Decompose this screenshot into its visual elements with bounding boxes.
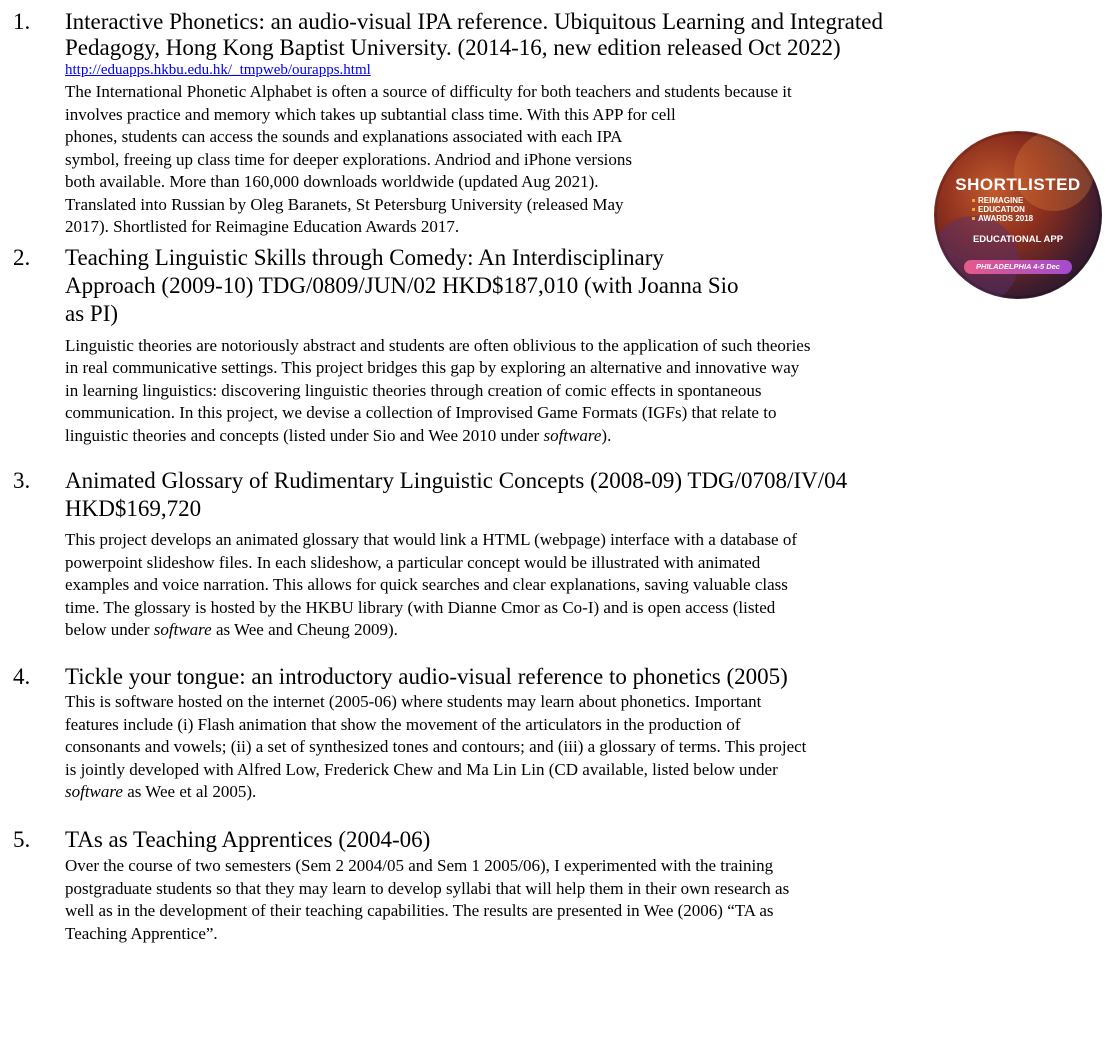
item-body-line: time. The glossary is hosted by the HKBU library (with Dianne Cmor as Co-I) and is open access (listed	[65, 598, 776, 617]
item-body-line: This is software hosted on the internet (2005-06) where students may learn about phonetics. Important	[65, 692, 762, 711]
badge-location: PHILADELPHIA 4-5 Dec	[964, 260, 1072, 274]
item-number: 3.	[13, 468, 31, 493]
item-number: 1.	[13, 9, 31, 34]
item-body-line: The International Phonetic Alphabet is often a source of difficulty for both teachers and students because it	[65, 82, 792, 101]
item-number: 4.	[13, 664, 31, 689]
badge-accent-dot	[972, 208, 975, 211]
item-body-line: postgraduate students so that they may learn to develop syllabi that will help them in their own research as	[65, 879, 790, 898]
item-body-line: in learning linguistics: discovering linguistic theories through creation of comic effects in spontaneous	[65, 381, 762, 400]
item-body-line: involves practice and memory which takes up subtantial class time. With this APP for cell	[65, 105, 676, 124]
body-text: linguistic theories and concepts (listed under Sio and Wee 2010 under	[65, 426, 544, 445]
item-body-line: both available. More than 160,000 downloads worldwide (updated Aug 2021).	[65, 172, 599, 191]
body-text: below under	[65, 620, 154, 639]
item-body-line: phones, students can access the sounds and explanations associated with each IPA	[65, 127, 623, 146]
item-body-line: Teaching Apprentice”.	[65, 924, 218, 943]
item-body-line: communication. In this project, we devise a collection of Improvised Game Formats (IGFs) that relate to	[65, 403, 777, 422]
item-body-line	[65, 425, 611, 447]
badge-category: EDUCATIONAL APP	[972, 234, 1064, 245]
item-body-line: Linguistic theories are notoriously abstract and students are often oblivious to the application of such theories	[65, 336, 811, 355]
item-title: as PI)	[65, 301, 119, 326]
item-title: Pedagogy, Hong Kong Baptist University. (2014-16, new edition released Oct 2022)	[65, 35, 841, 60]
body-text: as Wee et al 2005).	[122, 782, 257, 801]
item-body-line: 2017). Shortlisted for Reimagine Education Awards 2017.	[65, 217, 460, 236]
item-title: TAs as Teaching Apprentices (2004-06)	[65, 827, 431, 852]
item-body-line: consonants and vowels; (ii) a set of synthesized tones and contours; and (iii) a glossary of terms. This project	[65, 737, 807, 756]
body-emphasis: software	[153, 620, 212, 639]
badge-subtitle-line: AWARDS 2018	[978, 214, 1034, 223]
item-body-line: well as in the development of their teaching capabilities. The results are presented in Wee (2006) “TA as	[65, 901, 774, 920]
item-title: Teaching Linguistic Skills through Comedy: An Interdisciplinary	[65, 245, 664, 270]
item-body-line: examples and voice narration. This allows for quick searches and clear explanations, saving valuable class	[65, 575, 788, 594]
item-body-line: symbol, freeing up class time for deeper explorations. Andriod and iPhone versions	[65, 150, 633, 169]
body-text: ).	[601, 426, 612, 445]
item-title: Approach (2009-10) TDG/0809/JUN/02 HKD$187,010 (with Joanna Sio	[65, 273, 739, 298]
item-body-line	[65, 619, 398, 641]
badge-accent-dot	[972, 199, 975, 202]
item-title: Animated Glossary of Rudimentary Linguistic Concepts (2008-09) TDG/0708/IV/04	[65, 468, 848, 493]
badge-accent-dot	[972, 217, 975, 220]
item-body-line	[65, 781, 256, 803]
badge-subtitle-line: EDUCATION	[978, 205, 1025, 214]
body-emphasis: software	[65, 782, 123, 801]
item-title: Interactive Phonetics: an audio-visual IPA reference. Ubiquitous Learning and Integrated	[65, 9, 883, 34]
item-title: Tickle your tongue: an introductory audio-visual reference to phonetics (2005)	[65, 664, 788, 689]
badge-headline: SHORTLISTED	[955, 175, 1081, 194]
item-body-line: Translated into Russian by Oleg Baranets, St Petersburg University (released May	[65, 195, 624, 214]
badge-subtitle	[978, 196, 1078, 223]
body-emphasis: software	[543, 426, 602, 445]
item-body-line: is jointly developed with Alfred Low, Frederick Chew and Ma Lin Lin (CD available, listed below under	[65, 760, 778, 779]
item-body-line: powerpoint slideshow files. In each slideshow, a particular concept would be illustrated with animated	[65, 553, 761, 572]
item-body-line: This project develops an animated glossary that would link a HTML (webpage) interface with a database of	[65, 530, 798, 549]
app-link[interactable]: http://eduapps.hkbu.edu.hk/_tmpweb/ourapps.html	[65, 62, 371, 78]
item-number: 5.	[13, 827, 31, 852]
badge-subtitle-line: REIMAGINE	[978, 196, 1024, 205]
item-number: 2.	[13, 245, 31, 270]
item-body-line: features include (i) Flash animation that show the movement of the articulators in the production of	[65, 715, 741, 734]
item-body-line: Over the course of two semesters (Sem 2 2004/05 and Sem 1 2005/06), I experimented with the training	[65, 856, 774, 875]
shortlisted-award-badge	[934, 131, 1102, 299]
item-title: HKD$169,720	[65, 496, 202, 521]
item-body-line: in real communicative settings. This project bridges this gap by exploring an alternative and innovative way	[65, 358, 800, 377]
body-text: as Wee and Cheung 2009).	[211, 620, 398, 639]
